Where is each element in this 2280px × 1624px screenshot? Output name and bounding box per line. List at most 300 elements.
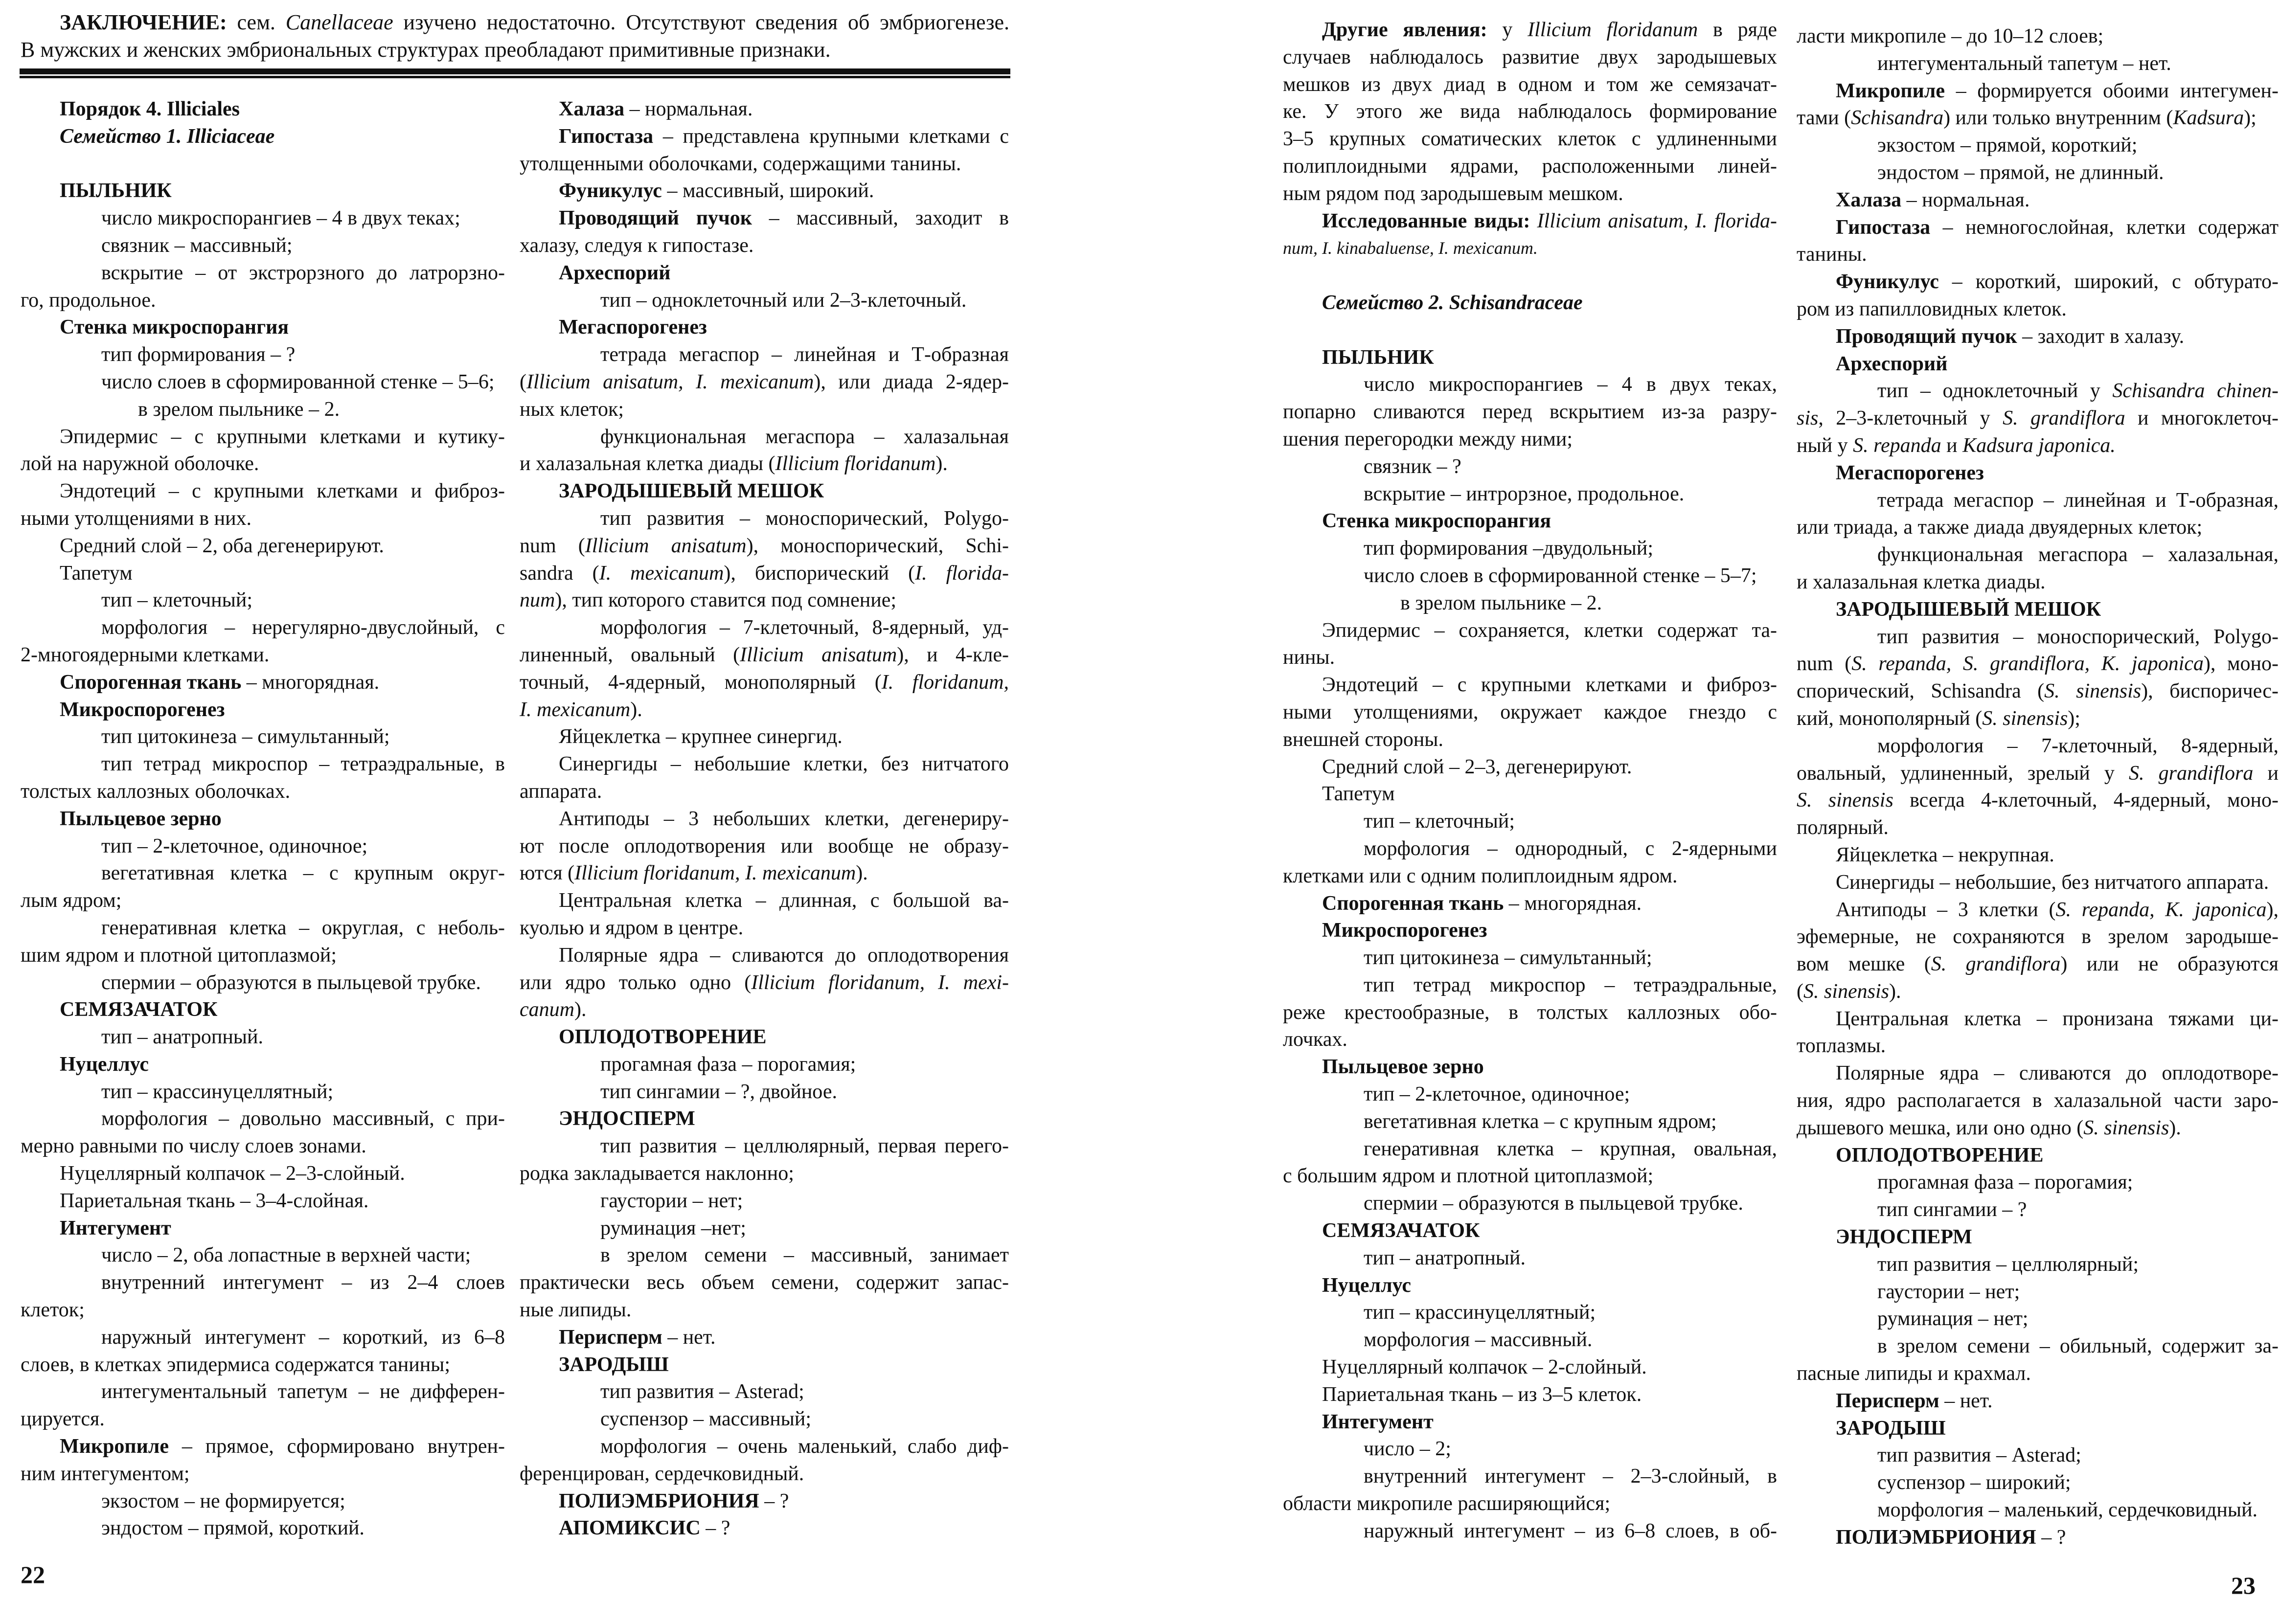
section-heading	[520, 1515, 1009, 1542]
text-line	[1797, 378, 2279, 405]
text: Эпидермис – сохраняется, клетки содержат та-	[1322, 619, 1777, 642]
italic-text: Illicium floridanum	[775, 452, 936, 475]
text: 3–5 крупных соматических клеток с удлиненными	[1283, 128, 1777, 151]
text-line	[1283, 672, 1777, 699]
bold-text: Интегумент	[1322, 1410, 1434, 1433]
text: халазу, следуя к гипостазе.	[520, 234, 754, 257]
section-heading	[520, 478, 1009, 505]
italic-text: Kadsura japonica.	[1962, 434, 2116, 457]
text: танины.	[1797, 243, 1867, 266]
left-page-column-2	[520, 96, 1009, 1542]
text-line	[21, 396, 505, 424]
text-line	[1797, 1033, 2279, 1060]
section-heading	[1283, 508, 1777, 535]
text: тип развития – Asterad;	[600, 1380, 804, 1403]
text: тип – одноклеточный у	[1877, 380, 2113, 403]
text: пасные липиды и крахмал.	[1797, 1362, 2031, 1385]
bold-text: Микропиле	[60, 1435, 169, 1458]
text	[1530, 210, 1537, 232]
section-heading	[1283, 1218, 1777, 1245]
text: морфология – массивный.	[1364, 1329, 1593, 1352]
text-line	[520, 778, 1009, 806]
text: лой на наружной оболочке.	[21, 452, 259, 475]
bold-text: Интегумент	[60, 1217, 171, 1240]
italic-text: Kadsura	[2173, 107, 2244, 130]
bold-text: Мегаспорогенез	[559, 316, 707, 339]
text-line	[1283, 1108, 1777, 1136]
text: Синергиды – небольшие клетки, без нитчатого	[559, 753, 1009, 776]
text: Средний слой – 2, оба дегенерируют.	[60, 534, 384, 557]
section-heading	[520, 1105, 1009, 1133]
italic-text: I. florida-	[915, 562, 1009, 585]
text-line	[520, 942, 1009, 970]
text-line	[1797, 869, 2279, 897]
text-line	[520, 287, 1009, 315]
text-line	[21, 614, 505, 642]
text-line	[1283, 1327, 1777, 1354]
text: – многорядная.	[241, 671, 380, 694]
text-line	[21, 205, 505, 232]
italic-text: num, I. kinabaluense, I. mexicanum.	[1283, 238, 1538, 258]
section-heading	[21, 178, 505, 205]
text: тип – анатропный.	[101, 1026, 263, 1049]
text: число слоев в сформированной стенке – 5–6;	[101, 370, 495, 393]
text: – нормальная.	[624, 98, 753, 120]
text: полиплоидными ядрами, расположенными линей-	[1283, 155, 1777, 178]
text-line	[1797, 705, 2279, 733]
bold-text: Порядок 4. Illiciales	[60, 98, 240, 120]
bold-text: Нуцеллус	[60, 1053, 149, 1076]
section-heading	[1797, 1224, 2279, 1251]
bold-text: Семейство 1. Illiciaceae	[60, 125, 275, 148]
text-line	[1283, 863, 1777, 890]
italic-text: num	[520, 589, 555, 612]
text-line	[520, 996, 1009, 1024]
text-line	[1283, 1190, 1777, 1218]
text-line	[1283, 563, 1777, 590]
page-number-left: 22	[21, 1561, 45, 1588]
text: Эндотеций – с крупными клетками и фиброз-	[60, 480, 505, 503]
text: и халазальная клетка диады (	[520, 452, 775, 475]
bold-text: Пыльцевое зерно	[60, 807, 222, 830]
text: (	[520, 370, 526, 393]
text: ке. У этого же вида наблюдалось формирование	[1283, 100, 1777, 123]
text-line	[1797, 1306, 2279, 1333]
text-line	[1797, 951, 2279, 978]
italic-text: I. floridanum,	[881, 671, 1009, 694]
text: внутренний интегумент – 2–3-слойный, в	[1364, 1465, 1777, 1488]
section-heading	[1797, 1415, 2279, 1443]
text-line	[1283, 835, 1777, 863]
text: Нуцеллярный колпачок – 2-слойный.	[1322, 1356, 1647, 1379]
text: в зрелом семени – массивный, занимает	[600, 1244, 1009, 1267]
section-heading	[1283, 1054, 1777, 1081]
text: нины.	[1283, 646, 1335, 669]
text: морфология – очень маленький, слабо диф-	[600, 1435, 1009, 1458]
text-line	[520, 560, 1009, 587]
bold-text: ПЫЛЬНИК	[1322, 346, 1434, 369]
text-line	[21, 478, 505, 505]
text: тип – клеточный;	[1364, 810, 1515, 833]
text: клетками или с одним полиплоидным ядром.	[1283, 864, 1678, 887]
text: – массивный, заходит в	[752, 207, 1009, 230]
text: гаустории – нет;	[1877, 1280, 2020, 1303]
text-line	[21, 560, 505, 587]
text: – короткий, широкий, с обтурато-	[1938, 271, 2279, 293]
text: В мужских и женских эмбриональных структурах преобладают примитивные признаки.	[21, 37, 831, 62]
text-line	[21, 505, 505, 533]
italic-text: Illicium floridanum, I. mexi-	[751, 971, 1009, 994]
text-line	[1797, 624, 2279, 651]
text-line	[21, 778, 505, 806]
text-line	[1797, 814, 2279, 842]
text: тип – анатропный.	[1364, 1246, 1526, 1269]
text-line	[520, 424, 1009, 451]
text: тип развития – Asterad;	[1877, 1444, 2081, 1467]
text-line	[520, 751, 1009, 778]
text-line	[520, 833, 1009, 860]
text-line	[520, 1297, 1009, 1324]
section-heading	[1797, 596, 2279, 624]
text-line	[1797, 23, 2279, 50]
italic-text: Illicium anisatum, I. mexicanum	[526, 370, 814, 393]
bold-text: Исследованные виды:	[1322, 209, 1530, 232]
bold-text: ЭНДОСПЕРМ	[559, 1107, 695, 1130]
text: Центральная клетка – длинная, с большой ва-	[559, 889, 1009, 912]
text-line	[520, 1378, 1009, 1406]
text: тип – клеточный;	[101, 589, 252, 612]
text-line	[21, 1269, 505, 1297]
text-line	[1797, 487, 2279, 515]
section-heading	[1797, 351, 2279, 378]
bold-text: ПОЛИЭМБРИОНИЯ	[559, 1489, 759, 1512]
italic-text: S. grandiflora	[1931, 953, 2061, 976]
text: тип – 2-клеточное, одиночное;	[1364, 1083, 1630, 1106]
section-heading	[1797, 460, 2279, 487]
text-line	[1283, 999, 1777, 1027]
text-line	[520, 1461, 1009, 1488]
text: сем.	[227, 10, 286, 34]
text-line	[21, 424, 505, 451]
text: Эндотеций – с крупными клетками и фиброз-	[1322, 674, 1777, 697]
text: тип тетрад микроспор – тетраэдральные, в	[101, 753, 505, 776]
text: ных клеток;	[520, 398, 624, 421]
text: ются (	[520, 862, 575, 885]
section-heading	[520, 1352, 1009, 1379]
text: реже крестообразные, в толстых каллозных обо-	[1283, 1001, 1777, 1024]
text-line	[1797, 405, 2279, 432]
text: экзостом – не формируется;	[101, 1489, 345, 1512]
text: );	[2244, 107, 2257, 130]
text: num (	[1797, 653, 1852, 676]
text: Центральная клетка – пронизана тяжами ци-	[1836, 1007, 2279, 1030]
text: суспензор – широкий;	[1877, 1471, 2071, 1494]
text: – ?	[700, 1517, 730, 1540]
text: ).	[856, 862, 868, 885]
text: гаустории – нет;	[600, 1189, 743, 1212]
text: Париетальная ткань – 3–4-слойная.	[60, 1189, 369, 1212]
text: морфология – 7-клеточный, 8-ядерный,	[1877, 734, 2279, 757]
text-line	[1797, 897, 2279, 924]
text: ными утолщениями в них.	[21, 507, 252, 530]
text: го, продольное.	[21, 289, 156, 312]
bold-text: АПОМИКСИС	[559, 1517, 701, 1540]
italic-text: S. repanda	[1853, 434, 1941, 457]
section-heading	[21, 123, 505, 151]
text-line	[1797, 787, 2279, 814]
text: шим ядром и плотной цитоплазмой;	[21, 944, 337, 967]
text: Антиподы – 3 небольших клетки, дегенериру-	[559, 807, 1009, 830]
italic-text: Illicium anisatum	[740, 643, 897, 666]
text: ные липиды.	[520, 1299, 632, 1322]
text: овальный, удлиненный, зрелый у	[1797, 762, 2129, 785]
bold-text: Другие явления:	[1322, 19, 1487, 41]
text: спермии – образуются в пыльцевой трубке.	[101, 971, 481, 994]
text-line	[21, 1242, 505, 1269]
text-line	[1283, 317, 1777, 344]
section-heading	[21, 697, 505, 724]
right-page-column-1	[1283, 17, 1777, 1545]
text: и халазальная клетка диады.	[1797, 570, 2046, 593]
text: – многорядная.	[1504, 892, 1642, 915]
text: ) или не образуются	[2060, 953, 2279, 976]
italic-text: S. sinensis	[1803, 980, 1890, 1003]
text: ).	[574, 998, 587, 1021]
text-line	[1797, 651, 2279, 678]
text-line	[520, 860, 1009, 887]
text-line	[21, 1406, 505, 1433]
bold-text: Халаза	[1836, 188, 1902, 211]
text-line	[21, 1488, 505, 1515]
text: вегетативная клетка – с крупным ядром;	[1364, 1110, 1717, 1133]
text: лочках.	[1283, 1028, 1347, 1051]
text-line	[21, 942, 505, 970]
text: ), моно-	[2203, 653, 2279, 676]
text-line	[1283, 262, 1777, 290]
text-line	[1797, 1469, 2279, 1497]
text-line	[520, 614, 1009, 642]
italic-text: S. repanda, S. grandiflora, K. japonica	[1851, 653, 2204, 676]
text: топлазмы.	[1797, 1035, 1886, 1058]
text: связник – ?	[1364, 455, 1461, 478]
text-line	[1797, 1442, 2279, 1469]
text: функциональная мегаспора – халазальная,	[1877, 543, 2279, 566]
text-line	[1283, 453, 1777, 481]
italic-text: S. sinensis	[2044, 680, 2142, 703]
italic-text: S. grandiflora	[2003, 407, 2125, 430]
section-heading	[1283, 1409, 1777, 1436]
text: спорический, Schisandra (	[1797, 680, 2045, 703]
section-heading	[520, 1488, 1009, 1515]
text-line	[1797, 1279, 2279, 1306]
text-line	[1797, 132, 2279, 159]
right-page-column-2	[1797, 23, 2279, 1552]
text-line	[1797, 842, 2279, 869]
text-line	[1797, 1360, 2279, 1388]
text: – ?	[2036, 1526, 2066, 1549]
text-line	[1283, 754, 1777, 781]
text-line	[520, 1433, 1009, 1461]
section-heading	[21, 1215, 505, 1242]
text: ), биспорический (	[724, 562, 915, 585]
section-heading	[21, 314, 505, 341]
section-heading	[1283, 890, 1777, 918]
text-line	[1283, 1381, 1777, 1409]
section-heading	[1797, 78, 2279, 105]
text: всегда 4-клеточный, 4-ядерный, моно-	[1893, 789, 2279, 812]
text: ют после оплодотворения или вообще не образу-	[520, 835, 1009, 857]
conclusion-block	[21, 9, 1009, 64]
bold-text: Археспорий	[559, 261, 671, 284]
bold-text: Халаза	[559, 98, 625, 120]
italic-text: S. sinensis	[1982, 707, 2068, 730]
text-line	[21, 1515, 505, 1542]
text: ный у	[1797, 434, 1853, 457]
section-heading	[520, 123, 1009, 151]
section-heading	[520, 178, 1009, 205]
bold-text: ОПЛОДОТВОРЕНИЕ	[1836, 1144, 2044, 1167]
text-line	[1283, 1518, 1777, 1545]
text-line	[520, 451, 1009, 478]
text: ным рядом под зародышевым мешком.	[1283, 182, 1623, 205]
text-line	[1283, 590, 1777, 617]
text-line	[520, 232, 1009, 260]
text: тип развития – целлюлярный;	[1877, 1253, 2139, 1276]
text: мерно равными по числу слоев зонами.	[21, 1135, 366, 1158]
italic-text: sis	[1797, 407, 1819, 430]
text: 2-многоядерными клетками.	[21, 643, 270, 666]
text: шения перегородки между ними;	[1283, 428, 1573, 451]
section-divider	[20, 68, 1010, 76]
section-heading	[21, 806, 505, 833]
text-line	[1797, 678, 2279, 705]
text-line	[520, 642, 1009, 669]
text-line	[1283, 972, 1777, 999]
text-line	[1283, 71, 1777, 99]
text-line	[21, 451, 505, 478]
bold-text: Перисперм	[559, 1326, 662, 1349]
italic-text: canum	[520, 998, 574, 1021]
text-line	[21, 642, 505, 669]
text-line	[1797, 1333, 2279, 1360]
text: число микроспорангиев – 4 в двух теках;	[101, 207, 460, 230]
text: ),	[2266, 898, 2279, 921]
text: Полярные ядра – сливаются до оплодотворе-	[1836, 1062, 2279, 1085]
text-line	[520, 1160, 1009, 1188]
text: прогамная фаза – порогамия;	[1877, 1171, 2133, 1194]
text: области микропиле расширяющийся;	[1283, 1492, 1611, 1515]
text-line	[1797, 760, 2279, 788]
text-line	[21, 341, 505, 369]
text-line	[1283, 1299, 1777, 1327]
bold-text: Проводящий пучок	[1836, 325, 2017, 348]
text: мешков из двух диад в одном и том же семязачат-	[1283, 73, 1777, 96]
italic-text: S. repanda, K. japonica	[2055, 898, 2267, 921]
text-line	[1797, 1115, 2279, 1142]
text: тип развития – моноспорический, Polygo-	[1877, 625, 2279, 648]
text-line	[520, 1406, 1009, 1433]
italic-text: Schisandra	[1851, 107, 1944, 130]
bold-text: Фуникулус	[559, 180, 662, 203]
text: Полярные ядра – сливаются до оплодотворения	[559, 944, 1009, 967]
text: функциональная мегаспора – халазальная	[600, 425, 1009, 448]
text: вскрытие – интрорзное, продольное.	[1364, 482, 1685, 505]
text-line	[1283, 126, 1777, 153]
text-line	[1283, 1081, 1777, 1108]
text: родка закладывается наклонно;	[520, 1162, 794, 1185]
section-heading	[520, 260, 1009, 287]
text: – нет.	[1939, 1389, 1993, 1412]
section-heading	[1797, 187, 2279, 214]
text: тип тетрад микроспор – тетраэдральные,	[1364, 973, 1777, 996]
text: морфология – однородный, с 2-ядерными	[1364, 837, 1777, 860]
text: полярный.	[1797, 816, 1889, 839]
text: аппарата.	[520, 780, 602, 803]
text-line	[1283, 1436, 1777, 1463]
text: в ряде	[1698, 19, 1777, 41]
text: у	[1487, 19, 1528, 41]
text: цируется.	[21, 1408, 105, 1431]
text: ), тип которого ставится под сомнение;	[555, 589, 897, 612]
text: генеративная клетка – округлая, с неболь-	[101, 916, 505, 939]
text: в зрелом пыльнике – 2.	[1400, 591, 1602, 614]
italic-text: Illicium anisatum	[585, 534, 747, 557]
section-heading	[520, 205, 1009, 232]
text: практически весь объем семени, содержит запас-	[520, 1271, 1009, 1294]
text-line	[520, 723, 1009, 751]
text-line	[1283, 1245, 1777, 1272]
text-line	[21, 1160, 505, 1188]
text: Антиподы – 3 клетки (	[1836, 898, 2056, 921]
text: тип сингамии – ?	[1877, 1198, 2027, 1221]
text-line	[1283, 1163, 1777, 1190]
text-line	[1283, 44, 1777, 71]
text: вом мешке (	[1797, 953, 1931, 976]
section-heading	[1283, 917, 1777, 945]
bold-text: Гипостаза	[1836, 216, 1931, 239]
bold-text: Мегаспорогенез	[1836, 461, 1984, 484]
text: тип цитокинеза – симультанный;	[1364, 947, 1652, 970]
text-line	[520, 1269, 1009, 1297]
text: и	[1941, 434, 1963, 457]
text-line	[21, 833, 505, 860]
bold-text: Фуникулус	[1836, 271, 1939, 293]
italic-text: S. sinensis	[2083, 1116, 2169, 1139]
bold-text: ЗАРОДЫШ	[1836, 1417, 1946, 1440]
text-line	[1797, 1006, 2279, 1033]
text-line	[21, 232, 505, 260]
text-line	[1797, 514, 2279, 541]
section-heading	[1797, 269, 2279, 296]
text: дышевого мешка, или оно одно (	[1797, 1116, 2084, 1139]
text: Тапетум	[60, 562, 133, 585]
text: утолщенными оболочками, содержащими танины.	[520, 152, 961, 175]
text: число микроспорангиев – 4 в двух теках,	[1364, 373, 1777, 396]
left-page-column-1	[21, 96, 505, 1542]
text: тип развития – моноспорический, Polygo-	[600, 507, 1009, 530]
text: Яйцеклетка – крупнее синергид.	[559, 725, 843, 748]
section-heading	[520, 1024, 1009, 1051]
italic-text: Illicium anisatum, I. florida-	[1537, 209, 1777, 232]
bold-text: Археспорий	[1836, 352, 1948, 375]
text-line	[21, 723, 505, 751]
text-line	[520, 697, 1009, 724]
italic-text: S. sinensis	[1797, 789, 1893, 812]
bold-text: Перисперм	[1836, 1389, 1939, 1412]
text-line	[1283, 1463, 1777, 1490]
italic-text: Schisandra chinen-	[2112, 380, 2279, 403]
text: ными утолщениями, окружает каждое гнездо с	[1283, 700, 1777, 723]
